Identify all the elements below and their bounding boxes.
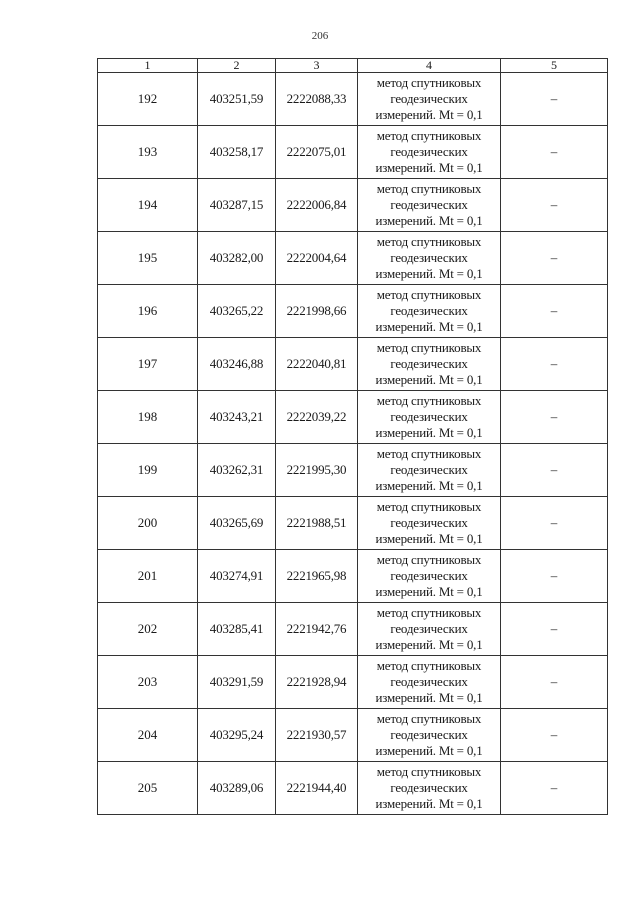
- y-coordinate-cell: 2221944,40: [276, 762, 358, 815]
- column-header-2: 2: [198, 59, 276, 73]
- coordinates-table: [97, 58, 608, 815]
- table-header-row: [98, 59, 608, 73]
- method-line: измерений. Mt = 0,1: [375, 372, 483, 387]
- table-row: [98, 656, 608, 709]
- point-number-cell: 198: [98, 391, 198, 444]
- method-line: измерений. Mt = 0,1: [375, 531, 483, 546]
- method-line: геодезических: [390, 197, 468, 212]
- table-row: [98, 550, 608, 603]
- method-line: измерений. Mt = 0,1: [375, 478, 483, 493]
- x-coordinate-cell: 403265,22: [198, 285, 276, 338]
- note-cell: –: [501, 550, 608, 603]
- point-number-cell: 205: [98, 762, 198, 815]
- y-coordinate-cell: 2221930,57: [276, 709, 358, 762]
- method-line: измерений. Mt = 0,1: [375, 584, 483, 599]
- method-line: измерений. Mt = 0,1: [375, 213, 483, 228]
- method-line: метод спутниковых: [376, 711, 482, 726]
- method-line: геодезических: [390, 674, 468, 689]
- method-line: метод спутниковых: [376, 658, 482, 673]
- y-coordinate-cell: 2222075,01: [276, 126, 358, 179]
- x-coordinate-cell: 403262,31: [198, 444, 276, 497]
- point-number-cell: 203: [98, 656, 198, 709]
- x-coordinate-cell: 403265,69: [198, 497, 276, 550]
- method-cell: [358, 444, 501, 497]
- method-line: геодезических: [390, 621, 468, 636]
- method-line: метод спутниковых: [376, 446, 482, 461]
- x-coordinate-cell: 403295,24: [198, 709, 276, 762]
- note-cell: –: [501, 444, 608, 497]
- table-row: [98, 762, 608, 815]
- y-coordinate-cell: 2222040,81: [276, 338, 358, 391]
- method-line: геодезических: [390, 780, 468, 795]
- method-line: метод спутниковых: [376, 764, 482, 779]
- point-number-cell: 201: [98, 550, 198, 603]
- method-cell: [358, 656, 501, 709]
- method-line: метод спутниковых: [376, 340, 482, 355]
- method-line: измерений. Mt = 0,1: [375, 743, 483, 758]
- column-header-1: 1: [98, 59, 198, 73]
- point-number-cell: 204: [98, 709, 198, 762]
- x-coordinate-cell: 403291,59: [198, 656, 276, 709]
- method-line: измерений. Mt = 0,1: [375, 266, 483, 281]
- note-cell: –: [501, 656, 608, 709]
- x-coordinate-cell: 403251,59: [198, 73, 276, 126]
- x-coordinate-cell: 403274,91: [198, 550, 276, 603]
- x-coordinate-cell: 403282,00: [198, 232, 276, 285]
- column-header-5: 5: [501, 59, 608, 73]
- method-line: метод спутниковых: [376, 287, 482, 302]
- method-line: метод спутниковых: [376, 552, 482, 567]
- method-cell: [358, 391, 501, 444]
- method-line: измерений. Mt = 0,1: [375, 796, 483, 811]
- method-line: метод спутниковых: [376, 393, 482, 408]
- table-row: [98, 709, 608, 762]
- y-coordinate-cell: 2221942,76: [276, 603, 358, 656]
- method-cell: [358, 232, 501, 285]
- point-number-cell: 195: [98, 232, 198, 285]
- table-row: [98, 73, 608, 126]
- method-line: измерений. Mt = 0,1: [375, 160, 483, 175]
- point-number-cell: 194: [98, 179, 198, 232]
- y-coordinate-cell: 2222006,84: [276, 179, 358, 232]
- column-header-4: 4: [358, 59, 501, 73]
- method-cell: [358, 338, 501, 391]
- x-coordinate-cell: 403285,41: [198, 603, 276, 656]
- method-line: измерений. Mt = 0,1: [375, 425, 483, 440]
- table-row: [98, 603, 608, 656]
- note-cell: –: [501, 73, 608, 126]
- column-header-3: 3: [276, 59, 358, 73]
- method-line: геодезических: [390, 462, 468, 477]
- method-line: метод спутниковых: [376, 181, 482, 196]
- method-line: измерений. Mt = 0,1: [375, 319, 483, 334]
- note-cell: –: [501, 762, 608, 815]
- table-row: [98, 338, 608, 391]
- point-number-cell: 200: [98, 497, 198, 550]
- method-line: геодезических: [390, 303, 468, 318]
- method-cell: [358, 709, 501, 762]
- table-row: [98, 179, 608, 232]
- y-coordinate-cell: 2222004,64: [276, 232, 358, 285]
- x-coordinate-cell: 403287,15: [198, 179, 276, 232]
- y-coordinate-cell: 2221928,94: [276, 656, 358, 709]
- method-line: геодезических: [390, 727, 468, 742]
- note-cell: –: [501, 285, 608, 338]
- method-line: геодезических: [390, 409, 468, 424]
- method-line: измерений. Mt = 0,1: [375, 107, 483, 122]
- method-line: метод спутниковых: [376, 605, 482, 620]
- method-line: метод спутниковых: [376, 499, 482, 514]
- method-cell: [358, 497, 501, 550]
- y-coordinate-cell: 2222039,22: [276, 391, 358, 444]
- x-coordinate-cell: 403258,17: [198, 126, 276, 179]
- method-line: метод спутниковых: [376, 234, 482, 249]
- y-coordinate-cell: 2221965,98: [276, 550, 358, 603]
- note-cell: –: [501, 603, 608, 656]
- note-cell: –: [501, 391, 608, 444]
- y-coordinate-cell: 2221995,30: [276, 444, 358, 497]
- method-cell: [358, 285, 501, 338]
- method-line: метод спутниковых: [376, 128, 482, 143]
- method-line: метод спутниковых: [376, 75, 482, 90]
- method-line: геодезических: [390, 144, 468, 159]
- page-number: 206: [311, 30, 329, 42]
- note-cell: –: [501, 497, 608, 550]
- method-line: измерений. Mt = 0,1: [375, 690, 483, 705]
- method-cell: [358, 762, 501, 815]
- point-number-cell: 193: [98, 126, 198, 179]
- point-number-cell: 192: [98, 73, 198, 126]
- table-row: [98, 232, 608, 285]
- note-cell: –: [501, 338, 608, 391]
- method-line: измерений. Mt = 0,1: [375, 637, 483, 652]
- table-body: [98, 73, 608, 815]
- note-cell: –: [501, 126, 608, 179]
- point-number-cell: 196: [98, 285, 198, 338]
- y-coordinate-cell: 2222088,33: [276, 73, 358, 126]
- table-row: [98, 126, 608, 179]
- method-line: геодезических: [390, 250, 468, 265]
- note-cell: –: [501, 232, 608, 285]
- x-coordinate-cell: 403246,88: [198, 338, 276, 391]
- method-cell: [358, 550, 501, 603]
- point-number-cell: 199: [98, 444, 198, 497]
- method-cell: [358, 603, 501, 656]
- method-cell: [358, 126, 501, 179]
- table-row: [98, 444, 608, 497]
- method-line: геодезических: [390, 356, 468, 371]
- point-number-cell: 197: [98, 338, 198, 391]
- method-line: геодезических: [390, 515, 468, 530]
- table-row: [98, 391, 608, 444]
- table-row: [98, 497, 608, 550]
- y-coordinate-cell: 2221998,66: [276, 285, 358, 338]
- note-cell: –: [501, 709, 608, 762]
- point-number-cell: 202: [98, 603, 198, 656]
- note-cell: –: [501, 179, 608, 232]
- x-coordinate-cell: 403289,06: [198, 762, 276, 815]
- y-coordinate-cell: 2221988,51: [276, 497, 358, 550]
- x-coordinate-cell: 403243,21: [198, 391, 276, 444]
- method-cell: [358, 73, 501, 126]
- method-cell: [358, 179, 501, 232]
- method-line: геодезических: [390, 91, 468, 106]
- table-row: [98, 285, 608, 338]
- method-line: геодезических: [390, 568, 468, 583]
